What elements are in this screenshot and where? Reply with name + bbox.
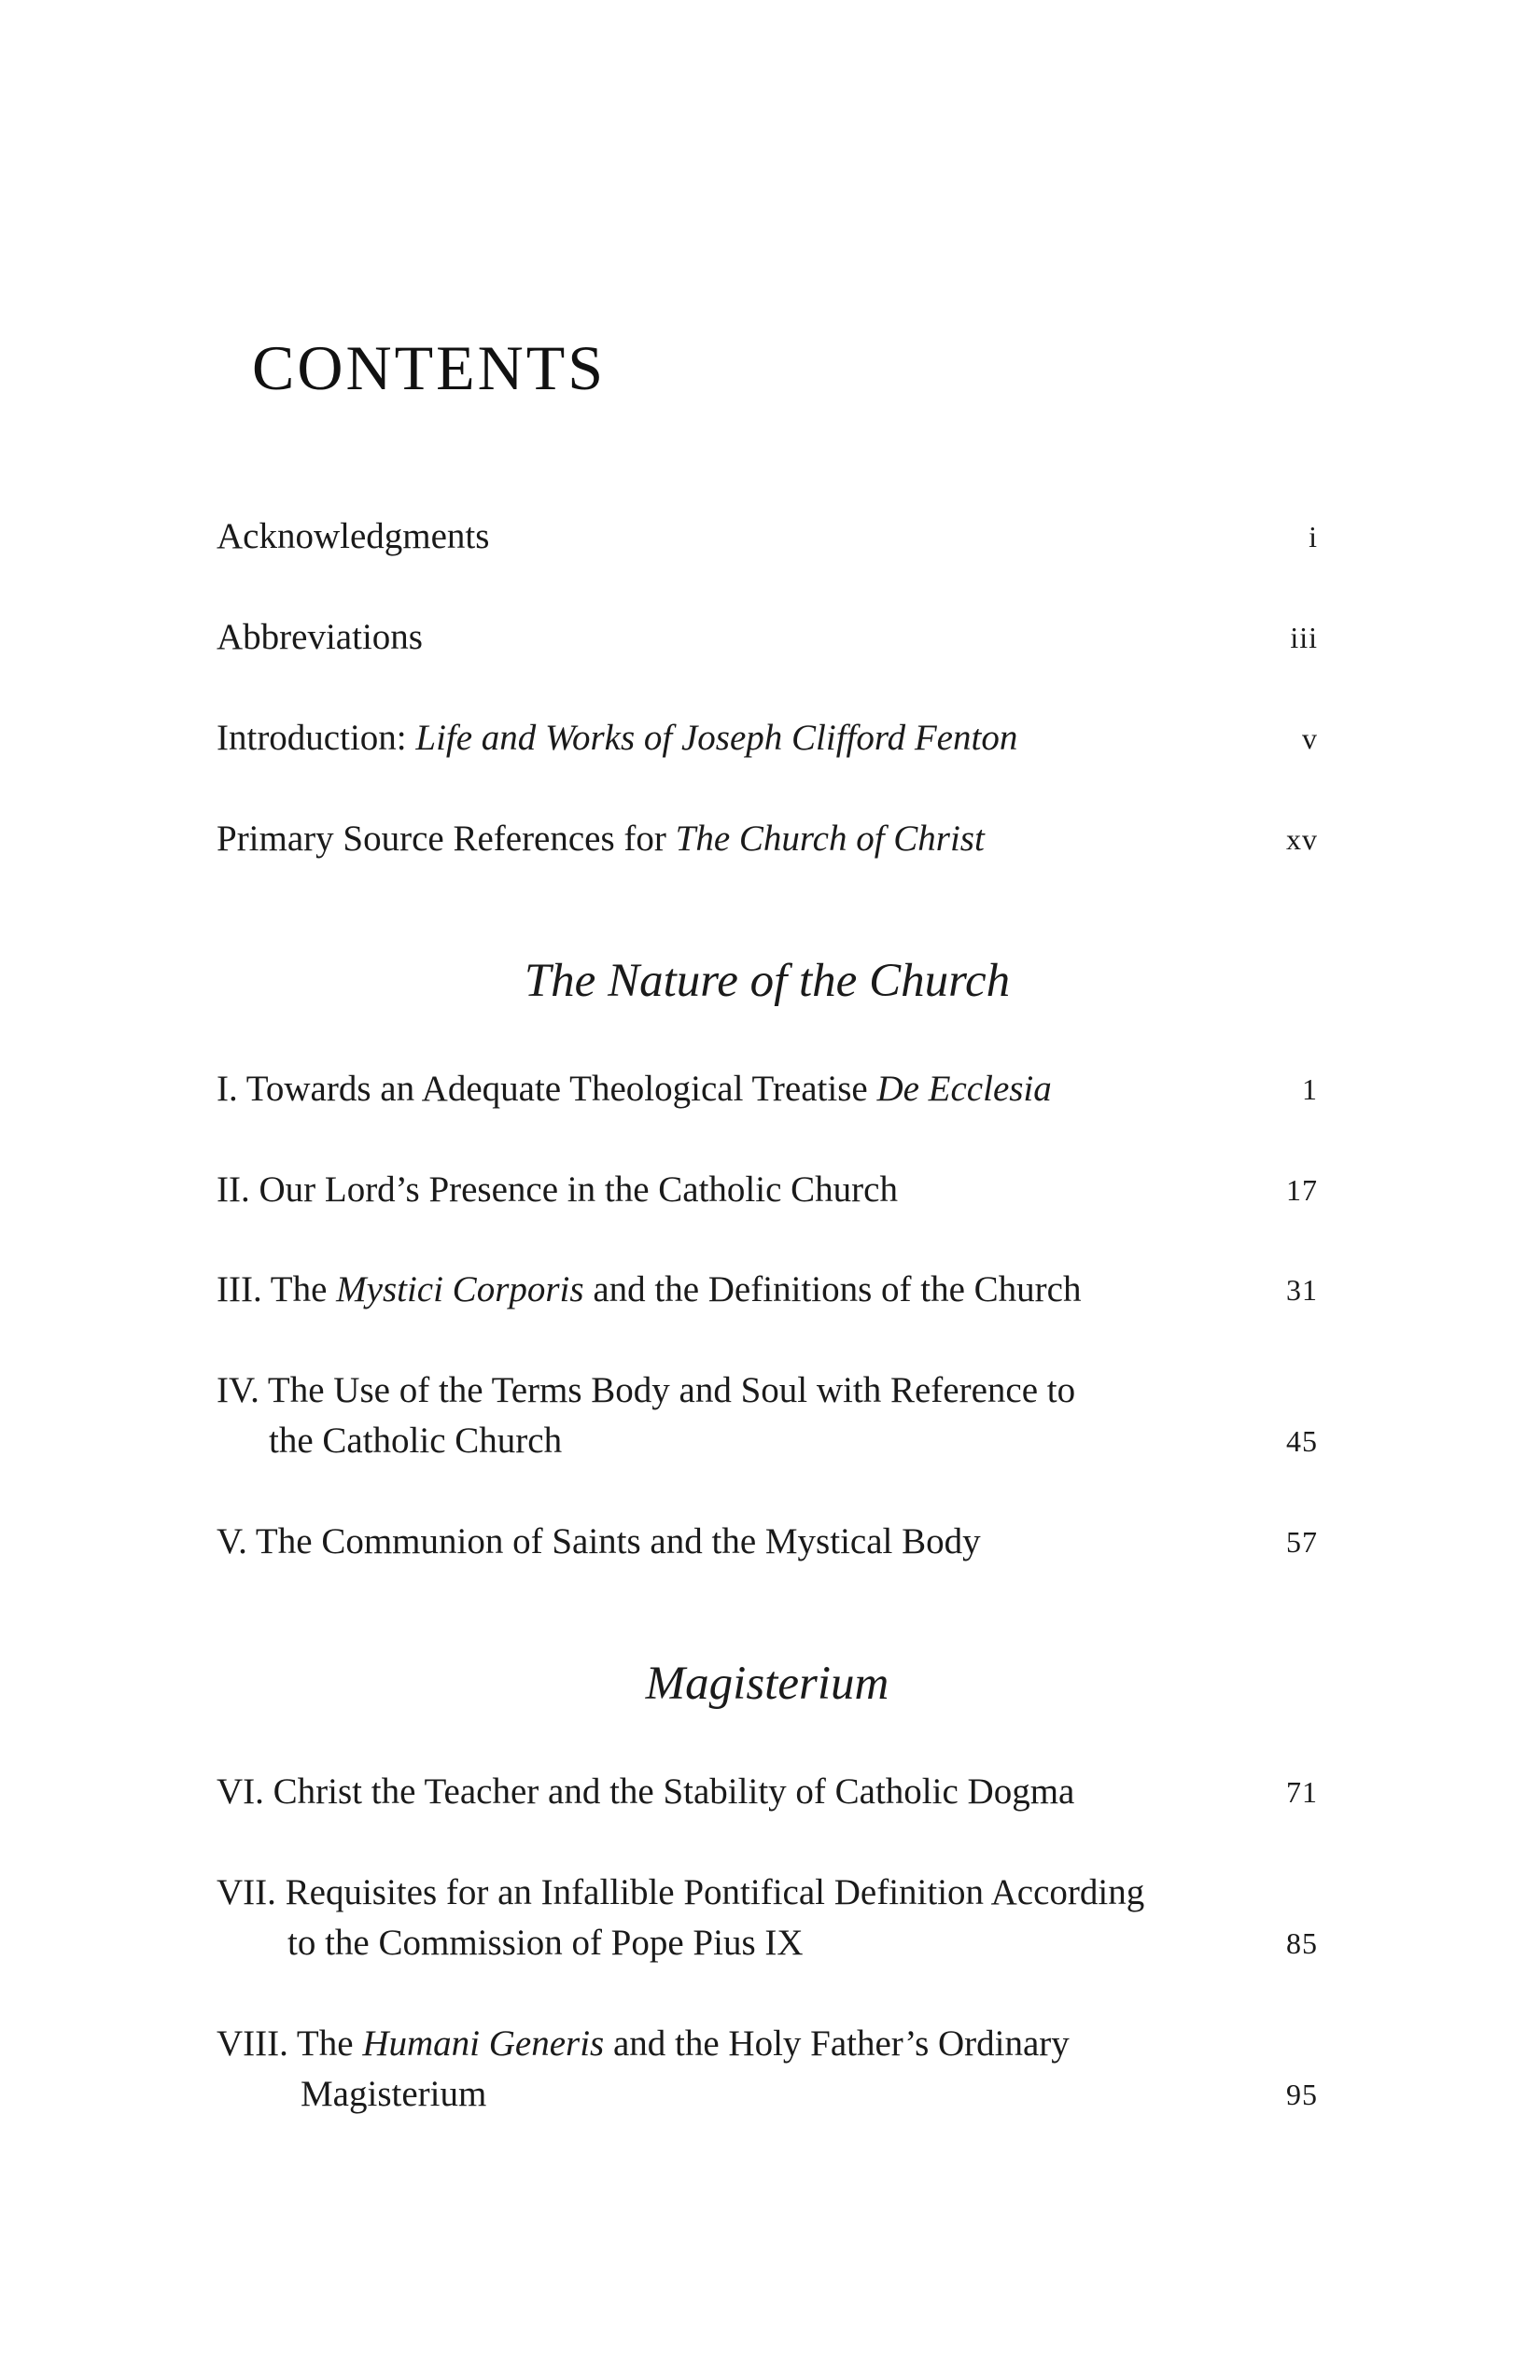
- section-heading-magisterium: Magisterium: [645, 1658, 889, 1710]
- toc-entry-chapter-8[interactable]: [217, 2019, 1318, 2120]
- toc-entry-title-line-1: VIII. The Humani Generis and the Holy Father’s Ordinary: [217, 2023, 1070, 2064]
- toc-entry-introduction[interactable]: [217, 713, 1318, 763]
- toc-entry-title: III. The Mystici Corporis and the Definitions of the Church: [217, 1269, 1082, 1309]
- toc-entry-chapter-5[interactable]: [217, 1517, 1318, 1567]
- toc-page-number: v: [1302, 721, 1318, 755]
- toc-entry-chapter-3[interactable]: [217, 1265, 1318, 1315]
- contents-heading: CONTENTS: [252, 332, 607, 403]
- toc-page-number: 85: [1286, 1926, 1318, 1960]
- toc-page-number: xv: [1286, 822, 1318, 856]
- toc-entry-title: Acknowledgments: [217, 516, 490, 556]
- toc-entry-title-line-1: IV. The Use of the Terms Body and Soul with Reference to: [217, 1370, 1076, 1410]
- toc-entry-title: II. Our Lord’s Presence in the Catholic Church: [217, 1169, 898, 1210]
- toc-page-number: 31: [1286, 1273, 1318, 1307]
- toc-entry-primary-sources[interactable]: [217, 814, 1318, 864]
- toc-entry-title: VI. Christ the Teacher and the Stability of Catholic Dogma: [217, 1771, 1075, 1812]
- toc-entry-title: Abbreviations: [217, 617, 423, 657]
- section-heading-nature-of-church: The Nature of the Church: [524, 955, 1011, 1007]
- toc-entry-chapter-7[interactable]: [217, 1868, 1318, 1968]
- toc-entry-chapter-2[interactable]: [217, 1165, 1318, 1215]
- toc-entry-title-line-2: to the Commission of Pope Pius IX: [287, 1923, 804, 1963]
- toc-entry-title: Introduction: Life and Works of Joseph Clifford Fenton: [217, 718, 1018, 758]
- toc-page-number: 71: [1286, 1775, 1318, 1809]
- toc-page-number: 57: [1286, 1525, 1318, 1559]
- toc-entry-abbreviations[interactable]: [217, 612, 1318, 663]
- toc-page-number: 45: [1286, 1424, 1318, 1458]
- toc-entry-title-line-1: VII. Requisites for an Infallible Pontifical Definition According: [217, 1872, 1145, 1912]
- toc-page-number: i: [1309, 520, 1318, 553]
- toc-page-number: 1: [1302, 1072, 1318, 1106]
- toc-entry-title: Primary Source References for The Church of Christ: [217, 819, 985, 859]
- toc-page-number: iii: [1290, 621, 1318, 654]
- toc-entry-acknowledgments[interactable]: [217, 511, 1318, 562]
- toc-entry-chapter-1[interactable]: [217, 1064, 1318, 1114]
- toc-entry-title: V. The Communion of Saints and the Mystical Body: [217, 1521, 981, 1561]
- toc-page-number: 17: [1286, 1173, 1318, 1207]
- toc-entry-title-line-2: Magisterium: [301, 2074, 487, 2114]
- toc-entry-chapter-6[interactable]: [217, 1767, 1318, 1817]
- toc-entry-title: I. Towards an Adequate Theological Treatise De Ecclesia: [217, 1069, 1052, 1109]
- toc-entry-chapter-4[interactable]: [217, 1365, 1318, 1466]
- toc-entry-title-line-2: the Catholic Church: [269, 1421, 563, 1461]
- toc-page-number: 95: [1286, 2078, 1318, 2111]
